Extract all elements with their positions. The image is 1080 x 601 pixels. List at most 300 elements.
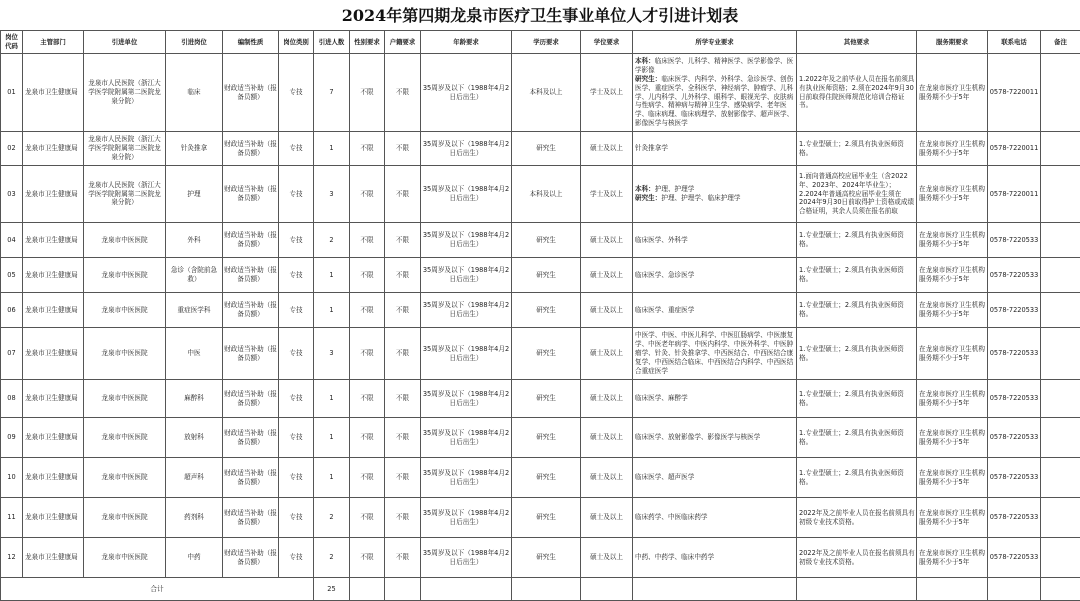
- cell-code: [1, 293, 23, 328]
- cell-phone: [988, 223, 1041, 258]
- cell-degree: [581, 328, 633, 380]
- cell-category: [279, 166, 314, 223]
- cell-count: [314, 498, 350, 538]
- service-text: 在龙泉市医疗卫生机构服务期不少于5年: [919, 84, 986, 102]
- column-header: 服务期要求: [917, 31, 988, 54]
- cell-gender: [350, 166, 385, 223]
- cell-majors: [633, 380, 797, 418]
- cell-majors: [633, 498, 797, 538]
- category-text: 专技: [280, 349, 312, 358]
- age-text: 35周岁及以下（1988年4月2日后出生）: [422, 345, 510, 363]
- cell-note: [1041, 458, 1080, 498]
- post-text: 药剂科: [167, 513, 221, 522]
- code-text: 10: [2, 473, 21, 482]
- cell-majors: [633, 538, 797, 578]
- column-header: 引进单位: [84, 31, 166, 54]
- cell-service: [917, 538, 988, 578]
- cell-code: [1, 132, 23, 166]
- type-text: 财政适当补助（报备员额）: [224, 549, 277, 567]
- cell-phone: [988, 258, 1041, 293]
- cell-count: [314, 223, 350, 258]
- gender-text: 不限: [351, 473, 383, 482]
- phone-text: 0578-7220533: [989, 473, 1039, 482]
- unit-text: 龙泉市人民医院（浙江大学医学院附属第二医院龙泉分院）: [85, 181, 164, 208]
- total-row: [1, 578, 1080, 601]
- cell-type: [223, 293, 279, 328]
- cell-category: [279, 498, 314, 538]
- cell-type: [223, 458, 279, 498]
- gender-text: 不限: [351, 306, 383, 315]
- other-text: 1.专业型硕士；2.须具有执业医师资格。: [799, 266, 915, 284]
- edu-text: 本科及以上: [513, 88, 579, 97]
- cell-majors: [633, 166, 797, 223]
- type-text: 财政适当补助（报备员额）: [224, 266, 277, 284]
- major-text: 临床医学、麻醉学: [635, 394, 688, 402]
- cell-edu: [512, 132, 581, 166]
- cell-post: [166, 498, 223, 538]
- major-text: 临床医学、重症医学: [635, 306, 694, 314]
- dept-text: 龙泉市卫生健康局: [25, 144, 82, 153]
- post-text: 护理: [167, 190, 221, 199]
- unit-text: 龙泉市人民医院（浙江大学医学院附属第二医院龙泉分院）: [85, 79, 164, 106]
- service-text: 在龙泉市医疗卫生机构服务期不少于5年: [919, 231, 986, 249]
- cell-hukou: [385, 293, 421, 328]
- empty-cell: [633, 578, 797, 601]
- phone-text: 0578-7220533: [989, 394, 1039, 403]
- phone-text: 0578-7220533: [989, 553, 1039, 562]
- cell-phone: [988, 132, 1041, 166]
- cell-edu: [512, 293, 581, 328]
- cell-age: [421, 328, 512, 380]
- cell-phone: [988, 54, 1041, 132]
- cell-type: [223, 54, 279, 132]
- cell-dept: [23, 328, 84, 380]
- cell-code: [1, 458, 23, 498]
- total-label: 合计: [1, 578, 314, 601]
- cell-note: [1041, 258, 1080, 293]
- cell-edu: [512, 418, 581, 458]
- age-text: 35周岁及以下（1988年4月2日后出生）: [422, 84, 510, 102]
- cell-age: [421, 166, 512, 223]
- major-text: 临床医学、外科学: [635, 236, 688, 244]
- post-text: 麻醉科: [167, 394, 221, 403]
- cell-other: [797, 293, 917, 328]
- count-text: 1: [315, 271, 348, 280]
- type-text: 财政适当补助（报备员额）: [224, 140, 277, 158]
- cell-age: [421, 54, 512, 132]
- edu-text: 研究生: [513, 513, 579, 522]
- cell-other: [797, 258, 917, 293]
- cell-unit: [84, 166, 166, 223]
- cell-service: [917, 380, 988, 418]
- count-text: 1: [315, 473, 348, 482]
- cell-service: [917, 166, 988, 223]
- type-text: 财政适当补助（报备员额）: [224, 469, 277, 487]
- major-text: 中医学、中医、中医儿科学、中医肛肠病学、中医康复学、中医老年病学、中医内科学、中医外科学、中医肿瘤学、针灸、针灸推拿学、中西医结合、中西医结合康复学、中西医结合临床、中西医结合内科学、中西医结合重症医学: [635, 331, 793, 375]
- cell-post: [166, 223, 223, 258]
- cell-service: [917, 328, 988, 380]
- dept-text: 龙泉市卫生健康局: [25, 236, 82, 245]
- column-header: 主管部门: [23, 31, 84, 54]
- cell-unit: [84, 498, 166, 538]
- table-row: [1, 54, 1080, 132]
- empty-cell: [512, 578, 581, 601]
- other-text: 1.面向普通高校应届毕业生（含2022年、2023年、2024年毕业生）；2.2024年普通高校应届毕业生须在2024年9月30日前取得护士资格或成绩合格证明，其余人员须在报名前取: [799, 172, 915, 216]
- cell-edu: [512, 258, 581, 293]
- gender-text: 不限: [351, 349, 383, 358]
- age-text: 35周岁及以下（1988年4月2日后出生）: [422, 509, 510, 527]
- empty-cell: [917, 578, 988, 601]
- post-text: 针灸推拿: [167, 144, 221, 153]
- column-header: 引进岗位: [166, 31, 223, 54]
- cell-count: [314, 380, 350, 418]
- service-text: 在龙泉市医疗卫生机构服务期不少于5年: [919, 185, 986, 203]
- other-text: 2022年及之前毕业人员在报名前须具有初级专业技术资格。: [799, 549, 915, 567]
- cell-other: [797, 132, 917, 166]
- post-text: 重症医学科: [167, 306, 221, 315]
- cell-category: [279, 328, 314, 380]
- cell-category: [279, 293, 314, 328]
- cell-gender: [350, 328, 385, 380]
- column-header: 引进人数: [314, 31, 350, 54]
- cell-dept: [23, 418, 84, 458]
- header-row: [1, 31, 1080, 54]
- code-text: 11: [2, 513, 21, 522]
- cell-edu: [512, 380, 581, 418]
- edu-text: 研究生: [513, 349, 579, 358]
- table-row: [1, 166, 1080, 223]
- count-text: 3: [315, 190, 348, 199]
- cell-category: [279, 458, 314, 498]
- cell-other: [797, 166, 917, 223]
- cell-other: [797, 328, 917, 380]
- service-text: 在龙泉市医疗卫生机构服务期不少于5年: [919, 301, 986, 319]
- post-text: 急诊（含院前急救）: [167, 266, 221, 284]
- gender-text: 不限: [351, 553, 383, 562]
- phone-text: 0578-7220533: [989, 271, 1039, 280]
- gender-text: 不限: [351, 394, 383, 403]
- phone-text: 0578-7220533: [989, 433, 1039, 442]
- cell-age: [421, 538, 512, 578]
- cell-degree: [581, 54, 633, 132]
- count-text: 2: [315, 553, 348, 562]
- gender-text: 不限: [351, 513, 383, 522]
- cell-degree: [581, 132, 633, 166]
- edu-text: 研究生: [513, 553, 579, 562]
- type-text: 财政适当补助（报备员额）: [224, 509, 277, 527]
- cell-unit: [84, 328, 166, 380]
- cell-note: [1041, 328, 1080, 380]
- column-header: 备注: [1041, 31, 1080, 54]
- table-row: [1, 380, 1080, 418]
- cell-edu: [512, 458, 581, 498]
- cell-degree: [581, 293, 633, 328]
- cell-service: [917, 293, 988, 328]
- cell-code: [1, 258, 23, 293]
- code-text: 04: [2, 236, 21, 245]
- cell-category: [279, 54, 314, 132]
- cell-hukou: [385, 538, 421, 578]
- age-text: 35周岁及以下（1988年4月2日后出生）: [422, 429, 510, 447]
- age-text: 35周岁及以下（1988年4月2日后出生）: [422, 549, 510, 567]
- cell-majors: [633, 458, 797, 498]
- hukou-text: 不限: [386, 144, 419, 153]
- cell-note: [1041, 293, 1080, 328]
- degree-text: 硕士及以上: [582, 271, 631, 280]
- count-text: 1: [315, 394, 348, 403]
- cell-service: [917, 498, 988, 538]
- cell-category: [279, 538, 314, 578]
- table-row: [1, 258, 1080, 293]
- cell-note: [1041, 223, 1080, 258]
- hukou-text: 不限: [386, 349, 419, 358]
- cell-type: [223, 223, 279, 258]
- cell-majors: [633, 54, 797, 132]
- cell-unit: [84, 380, 166, 418]
- dept-text: 龙泉市卫生健康局: [25, 473, 82, 482]
- major-text: 临床医学、放射影像学、影像医学与核医学: [635, 433, 760, 441]
- edu-text: 研究生: [513, 271, 579, 280]
- degree-text: 硕士及以上: [582, 306, 631, 315]
- cell-phone: [988, 458, 1041, 498]
- hukou-text: 不限: [386, 513, 419, 522]
- degree-text: 硕士及以上: [582, 433, 631, 442]
- unit-text: 龙泉市中医医院: [85, 553, 164, 562]
- cell-age: [421, 458, 512, 498]
- major-text: 中药、中药学、临床中药学: [635, 553, 714, 561]
- phone-text: 0578-7220533: [989, 349, 1039, 358]
- cell-unit: [84, 293, 166, 328]
- unit-text: 龙泉市中医医院: [85, 513, 164, 522]
- cell-post: [166, 54, 223, 132]
- cell-post: [166, 380, 223, 418]
- unit-text: 龙泉市中医医院: [85, 349, 164, 358]
- cell-post: [166, 458, 223, 498]
- cell-type: [223, 258, 279, 293]
- cell-gender: [350, 380, 385, 418]
- category-text: 专技: [280, 144, 312, 153]
- category-text: 专技: [280, 473, 312, 482]
- dept-text: 龙泉市卫生健康局: [25, 394, 82, 403]
- cell-other: [797, 380, 917, 418]
- empty-cell: [797, 578, 917, 601]
- cell-age: [421, 132, 512, 166]
- cell-gender: [350, 538, 385, 578]
- cell-type: [223, 132, 279, 166]
- cell-edu: [512, 223, 581, 258]
- hukou-text: 不限: [386, 433, 419, 442]
- degree-text: 硕士及以上: [582, 513, 631, 522]
- cell-dept: [23, 538, 84, 578]
- major-text: 临床药学、中医临床药学: [635, 513, 708, 521]
- service-text: 在龙泉市医疗卫生机构服务期不少于5年: [919, 345, 986, 363]
- cell-unit: [84, 258, 166, 293]
- type-text: 财政适当补助（报备员额）: [224, 390, 277, 408]
- cell-age: [421, 380, 512, 418]
- cell-phone: [988, 418, 1041, 458]
- post-text: 中医: [167, 349, 221, 358]
- edu-text: 本科及以上: [513, 190, 579, 199]
- table-row: [1, 538, 1080, 578]
- cell-hukou: [385, 223, 421, 258]
- cell-post: [166, 132, 223, 166]
- count-text: 1: [315, 433, 348, 442]
- empty-cell: [421, 578, 512, 601]
- cell-count: [314, 538, 350, 578]
- category-text: 专技: [280, 553, 312, 562]
- cell-type: [223, 166, 279, 223]
- cell-dept: [23, 132, 84, 166]
- cell-gender: [350, 293, 385, 328]
- page-title: 2024年第四期龙泉市医疗卫生事业单位人才引进计划表: [0, 0, 1080, 30]
- gender-text: 不限: [351, 88, 383, 97]
- cell-hukou: [385, 380, 421, 418]
- cell-dept: [23, 498, 84, 538]
- count-text: 3: [315, 349, 348, 358]
- cell-age: [421, 498, 512, 538]
- type-text: 财政适当补助（报备员额）: [224, 429, 277, 447]
- dept-text: 龙泉市卫生健康局: [25, 433, 82, 442]
- category-text: 专技: [280, 306, 312, 315]
- column-header: 编制性质: [223, 31, 279, 54]
- gender-text: 不限: [351, 236, 383, 245]
- service-text: 在龙泉市医疗卫生机构服务期不少于5年: [919, 469, 986, 487]
- code-text: 03: [2, 190, 21, 199]
- cell-majors: [633, 328, 797, 380]
- cell-unit: [84, 132, 166, 166]
- category-text: 专技: [280, 433, 312, 442]
- cell-unit: [84, 418, 166, 458]
- cell-service: [917, 458, 988, 498]
- empty-cell: [350, 578, 385, 601]
- cell-post: [166, 538, 223, 578]
- cell-edu: [512, 54, 581, 132]
- unit-text: 龙泉市人民医院（浙江大学医学院附属第二医院龙泉分院）: [85, 135, 164, 162]
- column-header: 性别要求: [350, 31, 385, 54]
- cell-degree: [581, 418, 633, 458]
- phone-text: 0578-7220533: [989, 306, 1039, 315]
- edu-text: 研究生: [513, 433, 579, 442]
- cell-dept: [23, 258, 84, 293]
- cell-age: [421, 293, 512, 328]
- cell-code: [1, 538, 23, 578]
- age-text: 35周岁及以下（1988年4月2日后出生）: [422, 231, 510, 249]
- table-row: [1, 293, 1080, 328]
- cell-type: [223, 538, 279, 578]
- cell-degree: [581, 166, 633, 223]
- service-text: 在龙泉市医疗卫生机构服务期不少于5年: [919, 390, 986, 408]
- table-row: [1, 498, 1080, 538]
- cell-note: [1041, 380, 1080, 418]
- cell-count: [314, 54, 350, 132]
- cell-post: [166, 166, 223, 223]
- unit-text: 龙泉市中医医院: [85, 271, 164, 280]
- cell-degree: [581, 458, 633, 498]
- post-text: 外科: [167, 236, 221, 245]
- cell-age: [421, 223, 512, 258]
- type-text: 财政适当补助（报备员额）: [224, 231, 277, 249]
- category-text: 专技: [280, 236, 312, 245]
- major-text: 临床医学、儿科学、精神医学、医学影像学、医学影像: [635, 57, 793, 74]
- empty-cell: [988, 578, 1041, 601]
- cell-other: [797, 498, 917, 538]
- post-text: 放射科: [167, 433, 221, 442]
- dept-text: 龙泉市卫生健康局: [25, 513, 82, 522]
- cell-post: [166, 418, 223, 458]
- cell-service: [917, 258, 988, 293]
- major-text: 临床医学、急诊医学: [635, 271, 694, 279]
- gender-text: 不限: [351, 190, 383, 199]
- cell-dept: [23, 293, 84, 328]
- cell-gender: [350, 498, 385, 538]
- empty-cell: [581, 578, 633, 601]
- cell-degree: [581, 223, 633, 258]
- column-header: 其他要求: [797, 31, 917, 54]
- recruitment-table: [0, 30, 1080, 601]
- major-label: 研究生：: [635, 75, 661, 83]
- cell-service: [917, 54, 988, 132]
- gender-text: 不限: [351, 433, 383, 442]
- cell-other: [797, 223, 917, 258]
- dept-text: 龙泉市卫生健康局: [25, 349, 82, 358]
- unit-text: 龙泉市中医医院: [85, 473, 164, 482]
- major-text: 护理、护理学、临床护理学: [661, 194, 740, 202]
- cell-degree: [581, 380, 633, 418]
- cell-count: [314, 458, 350, 498]
- cell-hukou: [385, 328, 421, 380]
- phone-text: 0578-7220533: [989, 513, 1039, 522]
- count-text: 2: [315, 236, 348, 245]
- column-header: 岗位类别: [279, 31, 314, 54]
- major-text: 针灸推拿学: [635, 144, 668, 152]
- hukou-text: 不限: [386, 553, 419, 562]
- major-label: 本科：: [635, 57, 655, 65]
- column-header: 岗位代码: [1, 31, 23, 54]
- cell-gender: [350, 458, 385, 498]
- cell-degree: [581, 258, 633, 293]
- cell-hukou: [385, 498, 421, 538]
- cell-other: [797, 458, 917, 498]
- other-text: 1.专业型硕士；2.须具有执业医师资格。: [799, 345, 915, 363]
- cell-dept: [23, 54, 84, 132]
- cell-count: [314, 258, 350, 293]
- cell-gender: [350, 223, 385, 258]
- other-text: 1.2022年及之前毕业人员在报名前须具有执业医师资格；2.须在2024年9月30日前取得住院医师规范化培训合格证书。: [799, 75, 915, 111]
- cell-category: [279, 380, 314, 418]
- cell-majors: [633, 418, 797, 458]
- table-row: [1, 223, 1080, 258]
- cell-phone: [988, 380, 1041, 418]
- other-text: 1.专业型硕士；2.须具有执业医师资格。: [799, 231, 915, 249]
- cell-gender: [350, 418, 385, 458]
- cell-count: [314, 293, 350, 328]
- category-text: 专技: [280, 271, 312, 280]
- cell-unit: [84, 54, 166, 132]
- degree-text: 硕士及以上: [582, 349, 631, 358]
- cell-count: [314, 166, 350, 223]
- other-text: 1.专业型硕士；2.须具有执业医师资格。: [799, 301, 915, 319]
- cell-majors: [633, 132, 797, 166]
- cell-edu: [512, 538, 581, 578]
- cell-category: [279, 132, 314, 166]
- count-text: 7: [315, 88, 348, 97]
- cell-dept: [23, 380, 84, 418]
- cell-unit: [84, 223, 166, 258]
- unit-text: 龙泉市中医医院: [85, 236, 164, 245]
- cell-other: [797, 538, 917, 578]
- cell-post: [166, 258, 223, 293]
- edu-text: 研究生: [513, 236, 579, 245]
